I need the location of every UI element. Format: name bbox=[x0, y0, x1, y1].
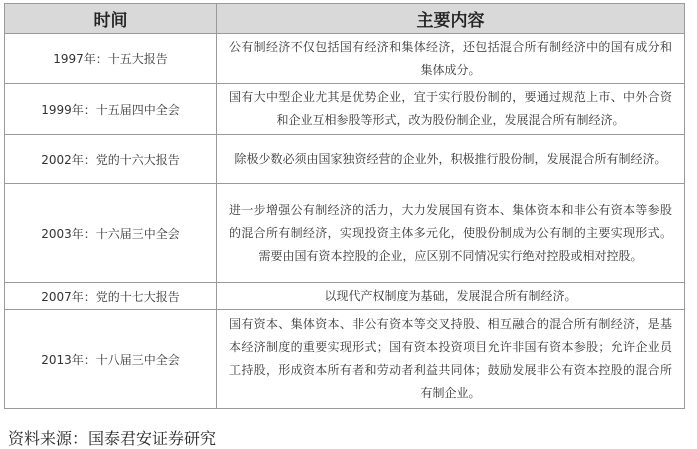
row-content: 公有制经济不仅包括国有经济和集体经济，还包括混合所有制经济中的国有成分和集体成分。 bbox=[217, 34, 685, 84]
policy-timeline-table bbox=[4, 3, 685, 409]
source-note: 资料来源：国泰君安证券研究 bbox=[8, 429, 217, 448]
table-row bbox=[5, 184, 685, 283]
table-row bbox=[5, 34, 685, 84]
row-content: 以现代产权制度为基础，发展混合所有制经济。 bbox=[217, 283, 685, 310]
row-content: 国有大中型企业尤其是优势企业，宜于实行股份制的，要通过规范上市、中外合资和企业互相参股等形式，改为股份制企业，发展混合所有制经济。 bbox=[217, 84, 685, 135]
row-time: 2003年：十六届三中全会 bbox=[5, 184, 217, 283]
row-time: 2002年：党的十六大报告 bbox=[5, 135, 217, 184]
table-row bbox=[5, 310, 685, 409]
row-time: 2013年：十八届三中全会 bbox=[5, 310, 217, 409]
row-time: 2007年：党的十七大报告 bbox=[5, 283, 217, 310]
header-content: 主要内容 bbox=[217, 4, 685, 34]
row-content: 除极少数必须由国家独资经营的企业外，积极推行股份制，发展混合所有制经济。 bbox=[217, 135, 685, 184]
table-header-row bbox=[5, 4, 685, 34]
table-row bbox=[5, 84, 685, 135]
row-time: 1997年：十五大报告 bbox=[5, 34, 217, 84]
table-row bbox=[5, 283, 685, 310]
row-content: 国有资本、集体资本、非公有资本等交叉持股、相互融合的混合所有制经济，是基本经济制度的重要实现形式；国有资本投资项目允许非国有资本参股；允许企业员工持股，形成资本所有者和劳动者利益共同体；鼓励发展非公有资本控股的混合所有制企业。 bbox=[217, 310, 685, 409]
table-row bbox=[5, 135, 685, 184]
policy-table-container bbox=[4, 3, 684, 409]
header-time: 时间 bbox=[5, 4, 217, 34]
row-content: 进一步增强公有制经济的活力，大力发展国有资本、集体资本和非公有资本等参股的混合所有制经济，实现投资主体多元化，使股份制成为公有制的主要实现形式。需要由国有资本控股的企业，应区别不同情况实行绝对控股或相对控股。 bbox=[217, 184, 685, 283]
row-time: 1999年：十五届四中全会 bbox=[5, 84, 217, 135]
